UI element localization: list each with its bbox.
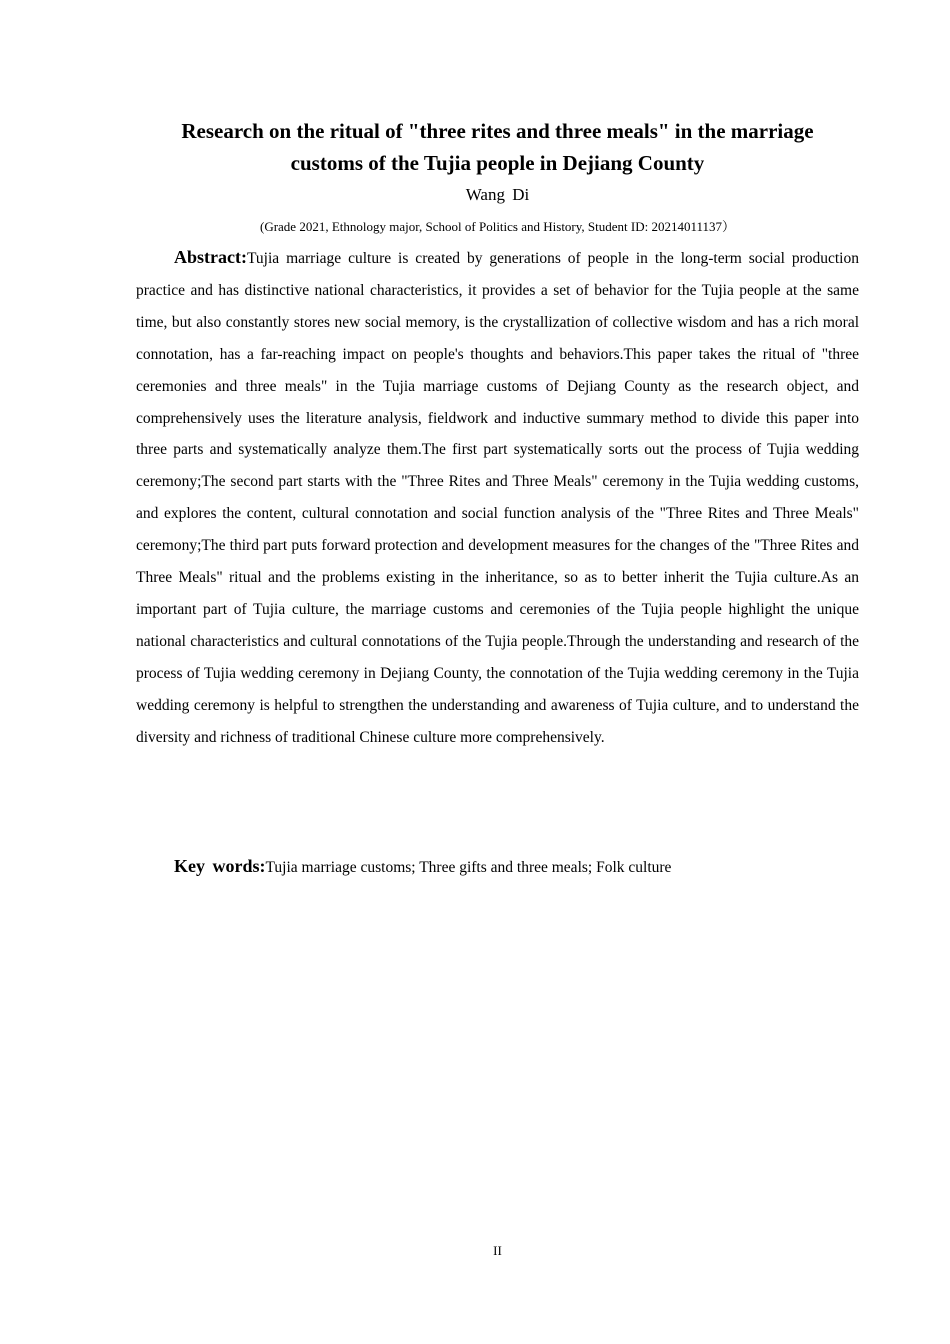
keywords-label: Key words: <box>174 856 266 876</box>
author-affiliation: (Grade 2021, Ethnology major, School of Politics and History, Student ID: 20214011137） <box>259 219 735 234</box>
abstract-paragraph <box>136 242 859 754</box>
title-line-1: Research on the ritual of "three rites and three meals" in the marriage <box>181 119 814 143</box>
abstract-text: Tujia marriage culture is created by generations of people in the long-term social production practice and has distinctive national characteristics, it provides a set of behavior for the Tujia people at the same time, but also constantly stores new social memory, is the crystallization of collective wisdom and has a rich moral connotation, has a far-reaching impact on people's thoughts and behaviors.This paper takes the ritual of "three ceremonies and three meals" in the Tujia marriage customs of Dejiang County as the research object, and comprehensively uses the literature analysis, fieldwork and inductive summary method to divide this paper into three parts and systematically analyze them.The first part systematically sorts out the process of Tujia wedding ceremony;The second part starts with the "Three Rites and Three Meals" ceremony in the Tujia wedding customs, and explores the content, cultural connotation and social function analysis of the "Three Rites and Three Meals" ceremony;The third part puts forward protection and development measures for the changes of the "Three Rites and Three Meals" ritual and the problems existing in the inheritance, so as to better inherit the Tujia culture.As an important part of Tujia culture, the marriage customs and ceremonies of the Tujia people highlight the unique national characteristics and cultural connotations of the Tujia people.Through the understanding and research of the process of Tujia wedding ceremony in Dejiang County, the connotation of the Tujia wedding ceremony in the Tujia wedding ceremony is helpful to strengthen the understanding and awareness of Tujia culture, and to understand the diversity and richness of traditional Chinese culture more comprehensively. <box>136 250 859 746</box>
keywords-paragraph <box>136 851 859 883</box>
page-number: II <box>493 1243 502 1258</box>
keywords-text: Tujia marriage customs; Three gifts and three meals; Folk culture <box>265 859 672 876</box>
title-line-2: customs of the Tujia people in Dejiang County <box>290 151 705 175</box>
abstract-label: Abstract: <box>174 247 247 267</box>
author-name: Wang Di <box>465 185 530 204</box>
paper-title <box>120 115 875 179</box>
